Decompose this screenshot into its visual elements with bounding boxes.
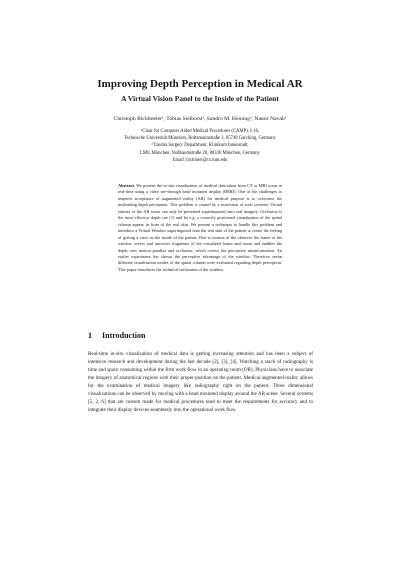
affiliation-line: Technische Universität München, Boltzmannstraße 3, 85748 Garching, Germany (124, 136, 276, 142)
abstract (118, 183, 282, 273)
affiliation-line: LMU München, Nußbaumstraße 20, 80336 München, Germany (140, 150, 260, 156)
paper-subtitle: A Virtual Vision Panel to the Inside of the Patient (121, 94, 279, 103)
abstract-text: We present the in-situ visualization of medical data taken from CT or MRI scans in real-time using a video see-through head mounted display (HMD). One of the challenges to improve acceptance of augmented reality (AR) for medical purpose is to overcome the misleading depth perception. This problem is caused by a restriction of such systems: Virtual entities of the AR scene can only be presented superimposed onto real imagery. Occlusion is the most effective depth cue [1] and let e.g. a correctly positioned visualization of the spinal column appear in front of the real skin. We present a technique to handle this problem and introduce a Virtual Window superimposed onto the real skin of the patient to create the feeling of getting a view on the inside of the patient. Due to motion of the observer the frame of the window covers and uncovers fragments of the visualized bones and tissue and enables the depth cues motion parallax and occlusion, which correct the perceptive misinformation. An earlier experiment has shown the perceptive advantage of the window. Therefore seven different visualization modes of the spinal column were evaluated regarding depth perception. This paper introduces the technical realization of the window. (118, 183, 282, 272)
affiliation-line: ¹Chair for Computer Aided Medical Procedures (CAMP), I-16, (140, 129, 260, 134)
affiliations (0, 128, 400, 164)
paper-title: Improving Depth Perception in Medical AR (97, 78, 303, 90)
contact-email: Email: bichlmei@cs.tum.edu (172, 157, 228, 163)
author-list: Christoph Bichlmeier¹, Tobias Sielhorst¹, Sandro M. Heining², Nassir Navab¹ (113, 116, 287, 122)
section-number: 1 (88, 331, 92, 340)
abstract-label: Abstract. (118, 183, 136, 188)
section-title: Introduction (102, 331, 146, 340)
section-heading (88, 331, 145, 340)
affiliation-line: ²Trauma Surgery Department, Klinikum Innenstadt, (151, 143, 249, 149)
introduction-paragraph: Real-time in-situ visualization of medical data is getting increasing attention and has been a subject of intensive research and development during the last decade [2], [3], [4]. Watching a stack of radiography is time and space consuming within the firm work flow in an operating room (OR). Physicians have to associate the imagery of anatomical regions with their proper position on the patient. Medical augmented reality allows for the examination of medical imagery like radiography right on the patient. Three dimensional visualizations can be observed by moving with a head mounted display around the AR scene. Several systems [5, 2, 6] that are custom made for medical procedures tend to meet the requirements for accuracy and to integrate their display devices seamlessly into the operational work flow. (88, 351, 313, 414)
